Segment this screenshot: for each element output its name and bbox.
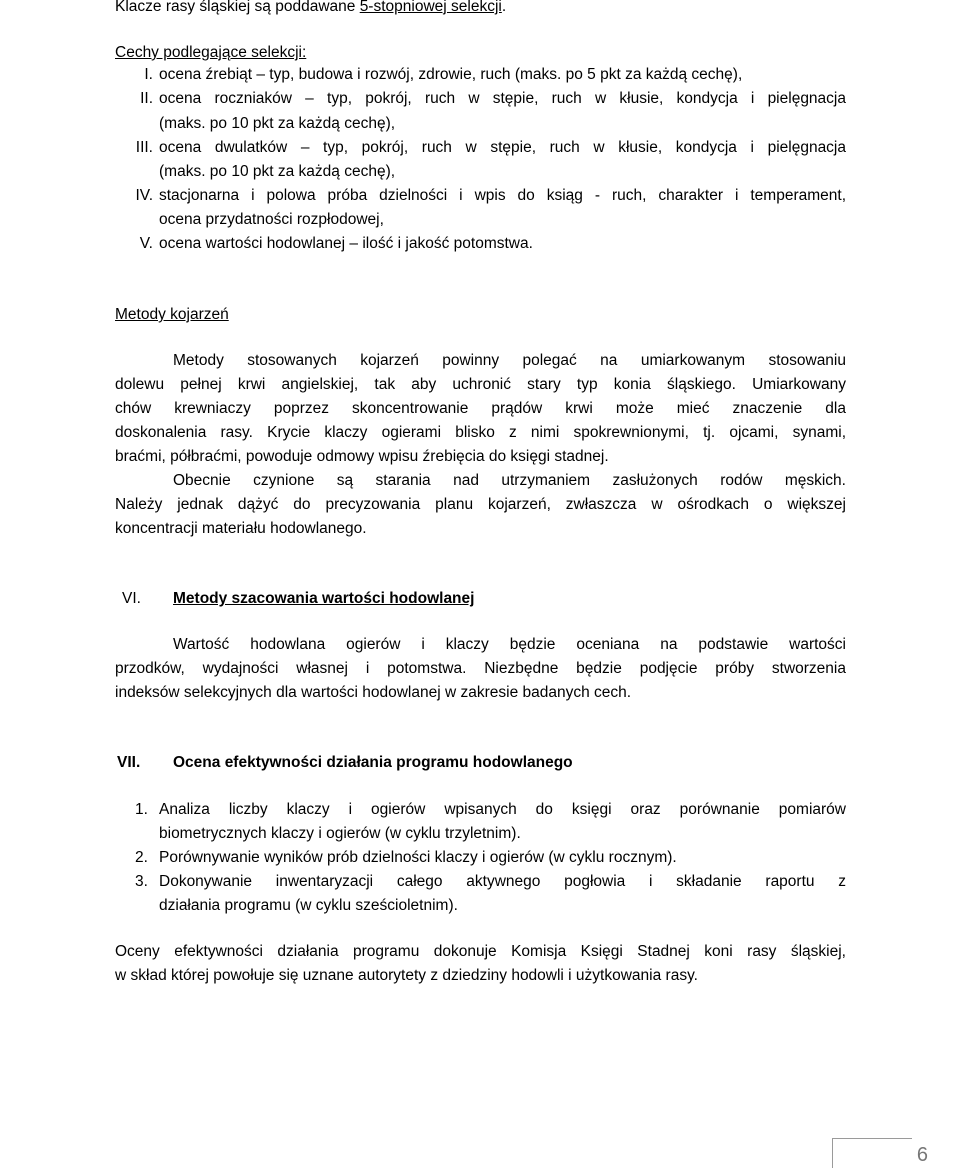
list-number: 1. [135, 801, 148, 818]
list-item-line: biometrycznych klaczy i ogierów (w cyklu trzyletnim). [159, 825, 521, 842]
page-number-box [832, 1138, 912, 1168]
section-number: VII. [117, 754, 141, 771]
trait-number: V. [139, 235, 153, 252]
paragraph-line: Należy jednak dążyć do precyzowania planu kojarzeń, zwłaszcza w ośrodkach o większej [115, 496, 846, 513]
list-number: 3. [135, 873, 148, 890]
closing-line: Oceny efektywności działania programu dokonuje Komisja Księgi Stadnej koni rasy śląskiej, [115, 943, 846, 960]
paragraph-line: Obecnie czynione są starania nad utrzymaniem zasłużonych rodów męskich. [173, 472, 846, 489]
traits-heading: Cechy podlegające selekcji: [115, 44, 307, 61]
paragraph-line: koncentracji materiału hodowlanego. [115, 520, 367, 537]
trait-line: ocena wartości hodowlanej – ilość i jakość potomstwa. [159, 235, 533, 252]
document-page [115, 0, 846, 1168]
paragraph-line: Wartość hodowlana ogierów i klaczy będzie oceniana na podstawie wartości [173, 636, 846, 653]
trait-number: I. [144, 66, 153, 83]
paragraph-line: dolewu pełnej krwi angielskiej, tak aby uchronić stary typ konia śląskiego. Umiarkowany [115, 376, 846, 393]
paragraph-line: indeksów selekcyjnych dla wartości hodowlanej w zakresie badanych cech. [115, 684, 632, 701]
closing-line: w skład której powołuje się uznane autorytety z dziedziny hodowli i użytkowania rasy. [115, 967, 698, 984]
section-heading-evaluation: Ocena efektywności działania programu hodowlanego [173, 754, 573, 771]
trait-line: (maks. po 10 pkt za każdą cechę), [159, 115, 396, 132]
list-item-line: Analiza liczby klaczy i ogierów wpisanych do księgi oraz porównanie pomiarów [159, 801, 846, 818]
trait-number: II. [140, 90, 153, 107]
intro-suffix: . [501, 0, 507, 15]
intro-link-text: 5-stopniowej selekcji [359, 0, 502, 15]
section-heading-valuation: Metody szacowania wartości hodowlanej [173, 590, 475, 607]
trait-line: ocena roczniaków – typ, pokrój, ruch w stępie, ruch w kłusie, kondycja i pielęgnacja [159, 90, 846, 107]
trait-line: ocena przydatności rozpłodowej, [159, 211, 384, 228]
trait-line: (maks. po 10 pkt za każdą cechę), [159, 163, 396, 180]
list-item-line: Dokonywanie inwentaryzacji całego aktywnego pogłowia i składanie raportu z [159, 873, 846, 890]
trait-line: ocena dwulatków – typ, pokrój, ruch w stępie, ruch w kłusie, kondycja i pielęgnacja [159, 139, 846, 156]
section-heading-mating: Metody kojarzeń [115, 306, 229, 323]
trait-number: IV. [135, 187, 153, 204]
paragraph-line: doskonalenia rasy. Krycie klaczy ogierami blisko z nimi spokrewnionymi, tj. ojcami, synami, [115, 424, 846, 441]
paragraph-line: przodków, wydajności własnej i potomstwa. Niezbędne będzie podjęcie próby stworzenia [115, 660, 846, 677]
section-number: VI. [122, 590, 141, 607]
list-item-line: działania programu (w cyklu sześcioletnim). [159, 897, 458, 914]
intro-paragraph [115, 0, 506, 18]
paragraph-line: braćmi, półbraćmi, powoduje odmowy wpisu źrebięcia do księgi stadnej. [115, 448, 609, 465]
trait-line: ocena źrebiąt – typ, budowa i rozwój, zdrowie, ruch (maks. po 5 pkt za każdą cechę), [159, 66, 743, 83]
page-number: 6 [916, 1144, 928, 1166]
trait-number: III. [135, 139, 153, 156]
trait-line: stacjonarna i polowa próba dzielności i wpis do ksiąg - ruch, charakter i temperament, [159, 187, 846, 204]
paragraph-line: chów krewniaczy poprzez skoncentrowanie prądów krwi może mieć znaczenie dla [115, 400, 846, 417]
paragraph-line: Metody stosowanych kojarzeń powinny polegać na umiarkowanym stosowaniu [173, 352, 846, 369]
intro-text: Klacze rasy śląskiej są poddawane [115, 0, 360, 15]
list-item-line: Porównywanie wyników prób dzielności klaczy i ogierów (w cyklu rocznym). [159, 849, 677, 866]
list-number: 2. [135, 849, 148, 866]
